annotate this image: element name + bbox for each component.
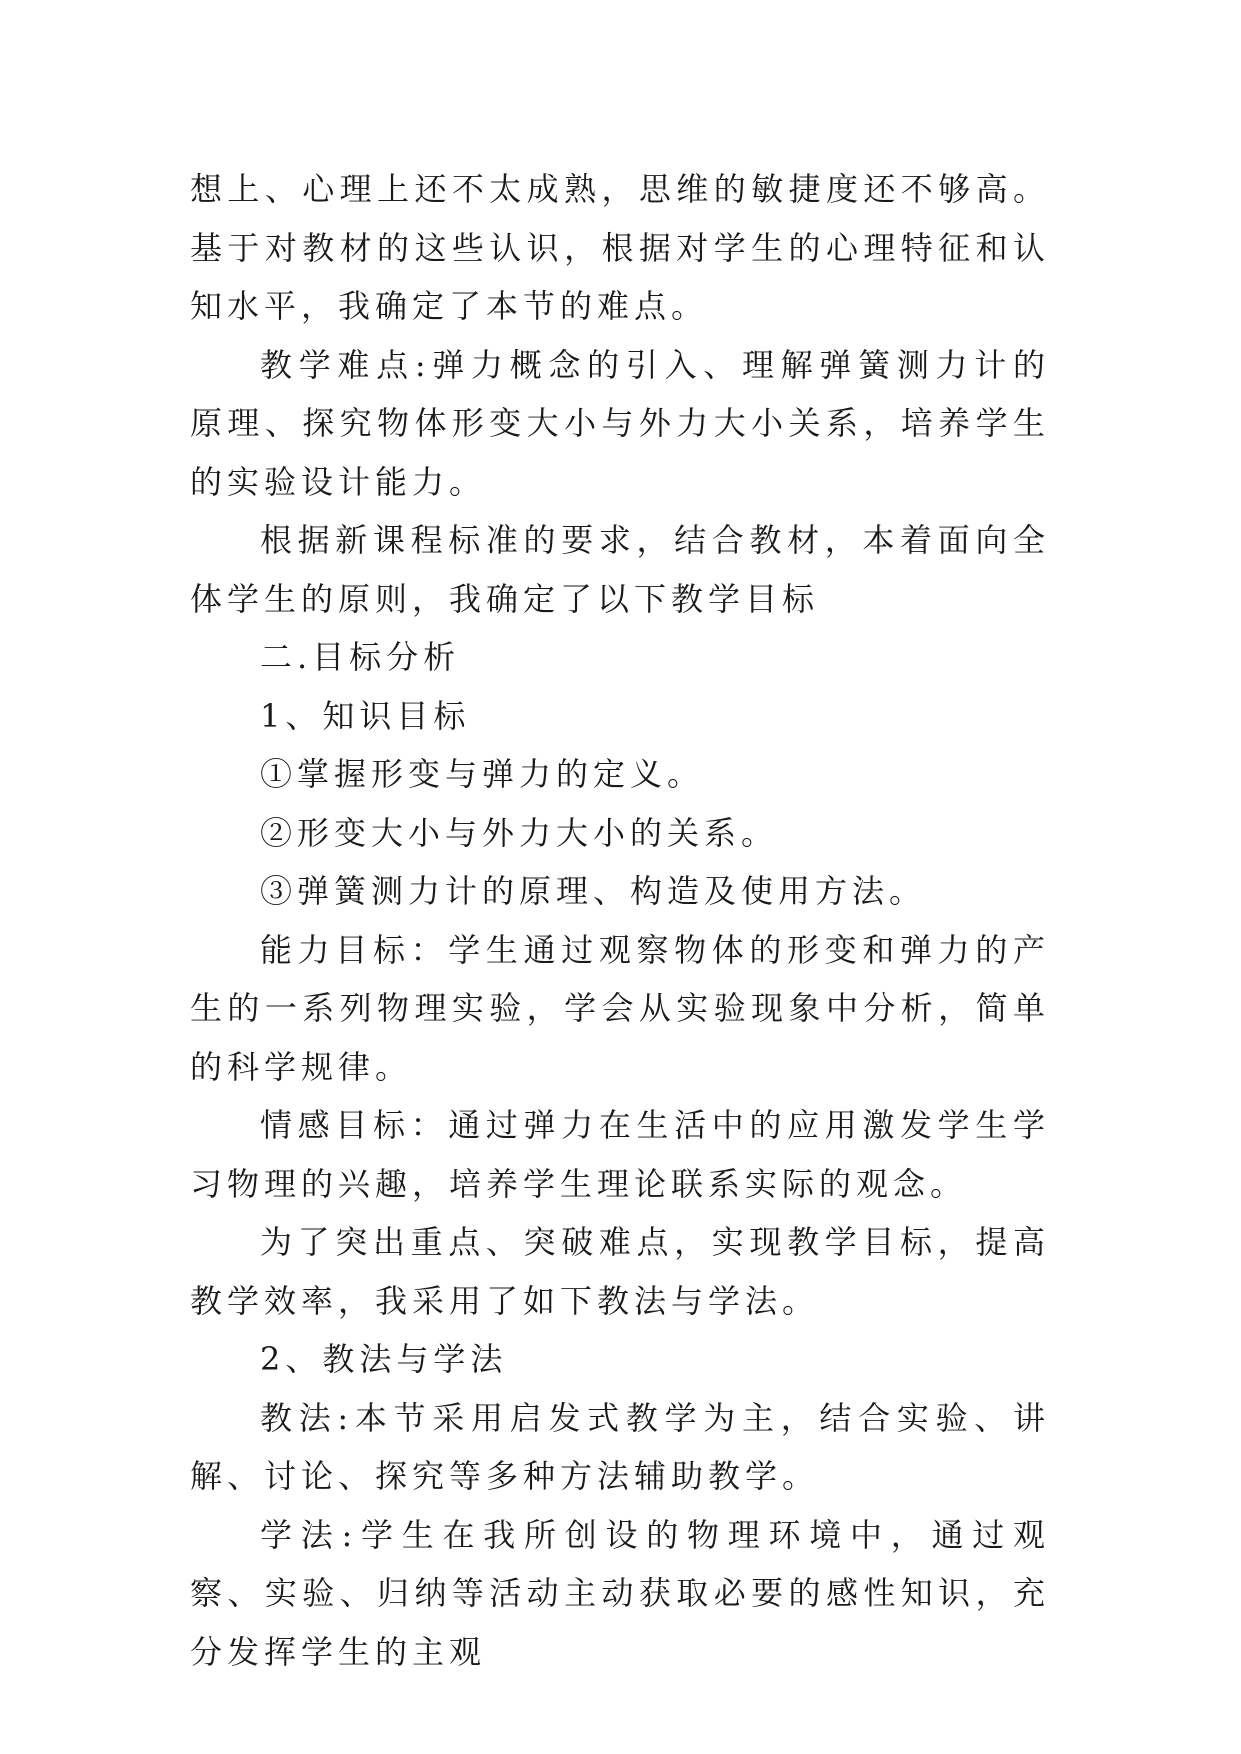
paragraph-learning-method: 学法:学生在我所创设的物理环境中，通过观察、实验、归纳等活动主动获取必要的感性知识，充分发挥学生的主观 xyxy=(190,1515,1050,1671)
paragraph-teaching-method: 教法:本节采用启发式教学为主，结合实验、讲解、讨论、探究等多种方法辅助教学。 xyxy=(190,1398,1050,1495)
paragraph-methods-intro: 为了突出重点、突破难点，实现教学目标，提高教学效率，我采用了如下教法与学法。 xyxy=(190,1223,1050,1320)
heading-knowledge-goal: 1、知识目标 xyxy=(260,696,471,735)
list-item-knowledge-1: ①掌握形变与弹力的定义。 xyxy=(260,755,705,793)
body-text xyxy=(190,160,1050,1681)
paragraph-emotion-goal: 情感目标：通过弹力在生活中的应用激发学生学习物理的兴趣，培养学生理论联系实际的观念。 xyxy=(190,1106,1050,1203)
list-item-knowledge-3: ③弹簧测力计的原理、构造及使用方法。 xyxy=(260,872,927,910)
paragraph-teaching-difficulty: 教学难点:弹力概念的引入、理解弹簧测力计的原理、探究物体形变大小与外力大小关系，培养学生的实验设计能力。 xyxy=(190,345,1050,501)
paragraph-continued: 想上、心理上还不太成熟，思维的敏捷度还不够高。基于对教材的这些认识，根据对学生的心理特征和认知水平，我确定了本节的难点。 xyxy=(190,170,1050,325)
heading-methods: 2、教法与学法 xyxy=(260,1340,508,1378)
heading-goal-analysis: 二.目标分析 xyxy=(260,638,461,676)
paragraph-curriculum-standard: 根据新课程标准的要求，结合教材，本着面向全体学生的原则，我确定了以下教学目标 xyxy=(190,521,1050,618)
paragraph-ability-goal: 能力目标：学生通过观察物体的形变和弹力的产生的一系列物理实验，学会从实验现象中分析，简单的科学规律。 xyxy=(190,930,1050,1086)
list-item-knowledge-2: ②形变大小与外力大小的关系。 xyxy=(260,813,779,852)
